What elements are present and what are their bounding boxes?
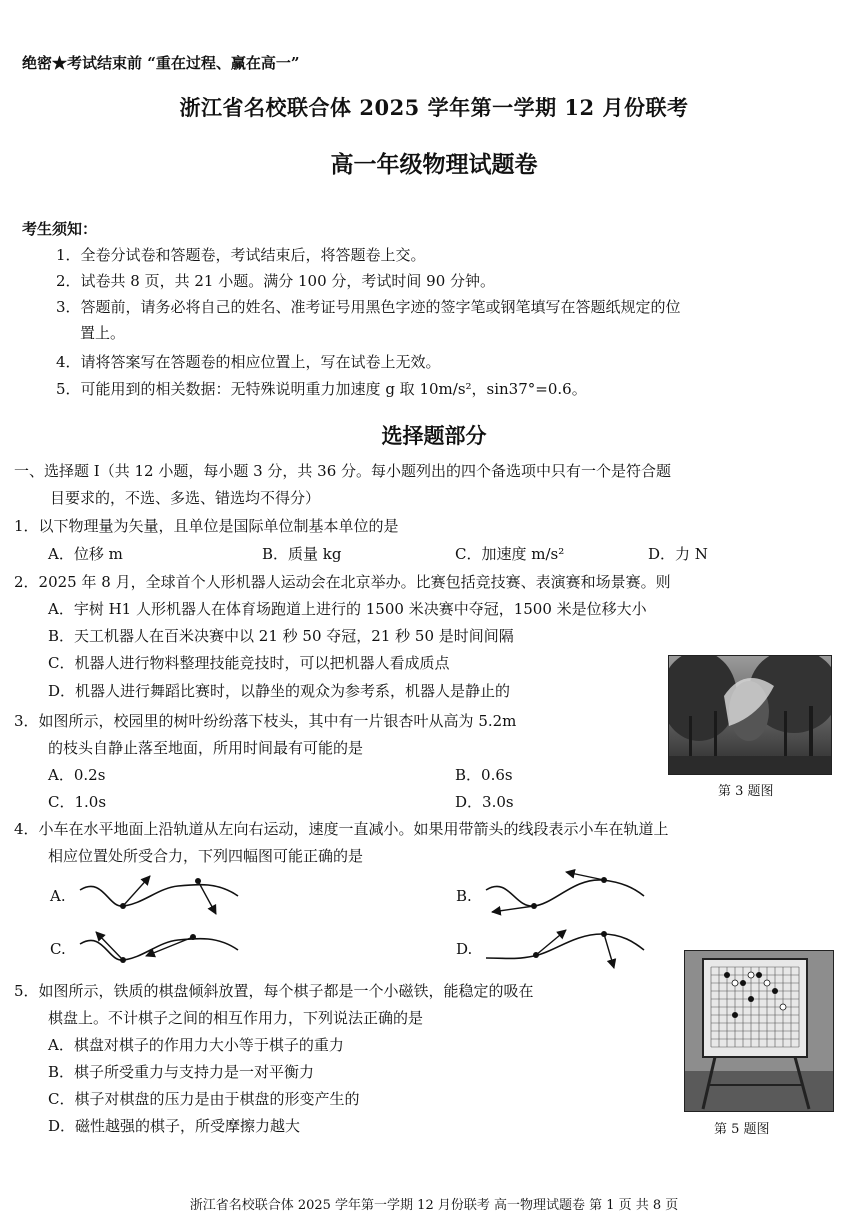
q2-stem: 2．2025 年 8 月，全球首个人形机器人运动会在北京举办。比赛包括竞技赛、表演赛和场景赛。则 [14,573,671,591]
secret-header: 绝密★考试结束前 “重在过程、赢在高一” [22,54,300,72]
q3-caption: 第 3 题图 [718,784,774,799]
q5-option-c: C．棋子对棋盘的压力是由于棋盘的形变产生的 [48,1090,360,1108]
q5-caption: 第 5 题图 [714,1122,770,1137]
notice-item-2: 2．试卷共 8 页，共 21 小题。满分 100 分，考试时间 90 分钟。 [56,272,496,290]
section-title: 选择题部分 [381,423,487,448]
q4-stem-line2: 相应位置处所受合力，下列四幅图可能正确的是 [48,847,364,865]
q1-stem: 1．以下物理量为矢量，且单位是国际单位制基本单位的是 [14,517,399,535]
notice-item-3: 3．答题前，请务必将自己的姓名、准考证号用黑色字迹的签字笔或钢笔填写在答题纸规定的位 [56,298,681,316]
q4-diagram-b [484,868,654,928]
q1-option-c: C．加速度 m/s² [455,545,565,563]
q4-option-b-label: B. [456,887,472,905]
page-footer: 浙江省名校联合体 2025 学年第一学期 12 月份联考 高一物理试题卷 第 1 页 共 8 页 [189,1198,679,1213]
q4-option-d-label: D. [456,940,473,958]
q5-stem-line2: 棋盘上。不计棋子之间的相互作用力，下列说法正确的是 [48,1009,424,1027]
q4-diagram-a [78,868,248,928]
q4-diagram-c [78,922,248,982]
q2-option-a: A．宇树 H1 人形机器人在体育场跑道上进行的 1500 米决赛中夺冠，1500 米是位移大小 [48,600,647,618]
q5-chessboard-photo [684,950,834,1112]
exam-title: 浙江省名校联合体 2025 学年第一学期 12 月份联考 [179,95,689,120]
notice-item-1: 1．全卷分试卷和答题卷，考试结束后，将答题卷上交。 [56,246,426,264]
notice-item-4: 4．请将答案写在答题卷的相应位置上，写在试卷上无效。 [56,353,441,371]
q3-stem-line2: 的枝头自静止落至地面，所用时间最有可能的是 [48,739,364,757]
q3-tree-photo [668,655,832,775]
q1-option-a: A．位移 m [48,545,123,563]
exam-subtitle: 高一年级物理试题卷 [330,151,538,178]
q1-option-d: D．力 N [648,545,708,563]
q3-option-b: B．0.6s [455,766,513,784]
notice-heading: 考生须知： [22,220,98,238]
q3-option-a: A．0.2s [48,766,106,784]
q2-option-d: D．机器人进行舞蹈比赛时，以静坐的观众为参考系，机器人是静止的 [48,682,511,700]
q4-diagram-d [484,922,654,982]
q2-option-b: B．天工机器人在百米决赛中以 21 秒 50 夺冠，21 秒 50 是时间间隔 [48,627,514,645]
q5-stem-line1: 5．如图所示，铁质的棋盘倾斜放置，每个棋子都是一个小磁铁，能稳定的吸在 [14,982,534,1000]
q3-option-c: C．1.0s [48,793,107,811]
q4-option-a-label: A. [50,887,66,905]
part1-line1: 一、选择题 I（共 12 小题，每小题 3 分，共 36 分。每小题列出的四个备选项中只有一个是符合题 [14,462,672,480]
q4-option-c-label: C. [50,940,66,958]
part1-line2: 目要求的，不选、多选、错选均不得分） [50,489,321,507]
q1-option-b: B．质量 kg [262,545,342,563]
q4-stem-line1: 4．小车在水平地面上沿轨道从左向右运动，速度一直减小。如果用带箭头的线段表示小车在轨道上 [14,820,669,838]
q5-option-a: A．棋盘对棋子的作用力大小等于棋子的重力 [48,1036,344,1054]
notice-item-3-cont: 置上。 [80,324,126,342]
notice-item-5: 5．可能用到的相关数据：无特殊说明重力加速度 g 取 10m/s²，sin37°=0.6。 [56,380,587,398]
q5-option-b: B．棋子所受重力与支持力是一对平衡力 [48,1063,315,1081]
q5-option-d: D．磁性越强的棋子，所受摩擦力越大 [48,1117,301,1135]
q3-option-d: D．3.0s [455,793,514,811]
q2-option-c: C．机器人进行物料整理技能竞技时，可以把机器人看成质点 [48,654,450,672]
q3-stem-line1: 3．如图所示，校园里的树叶纷纷落下枝头，其中有一片银杏叶从高为 5.2m [14,712,517,730]
